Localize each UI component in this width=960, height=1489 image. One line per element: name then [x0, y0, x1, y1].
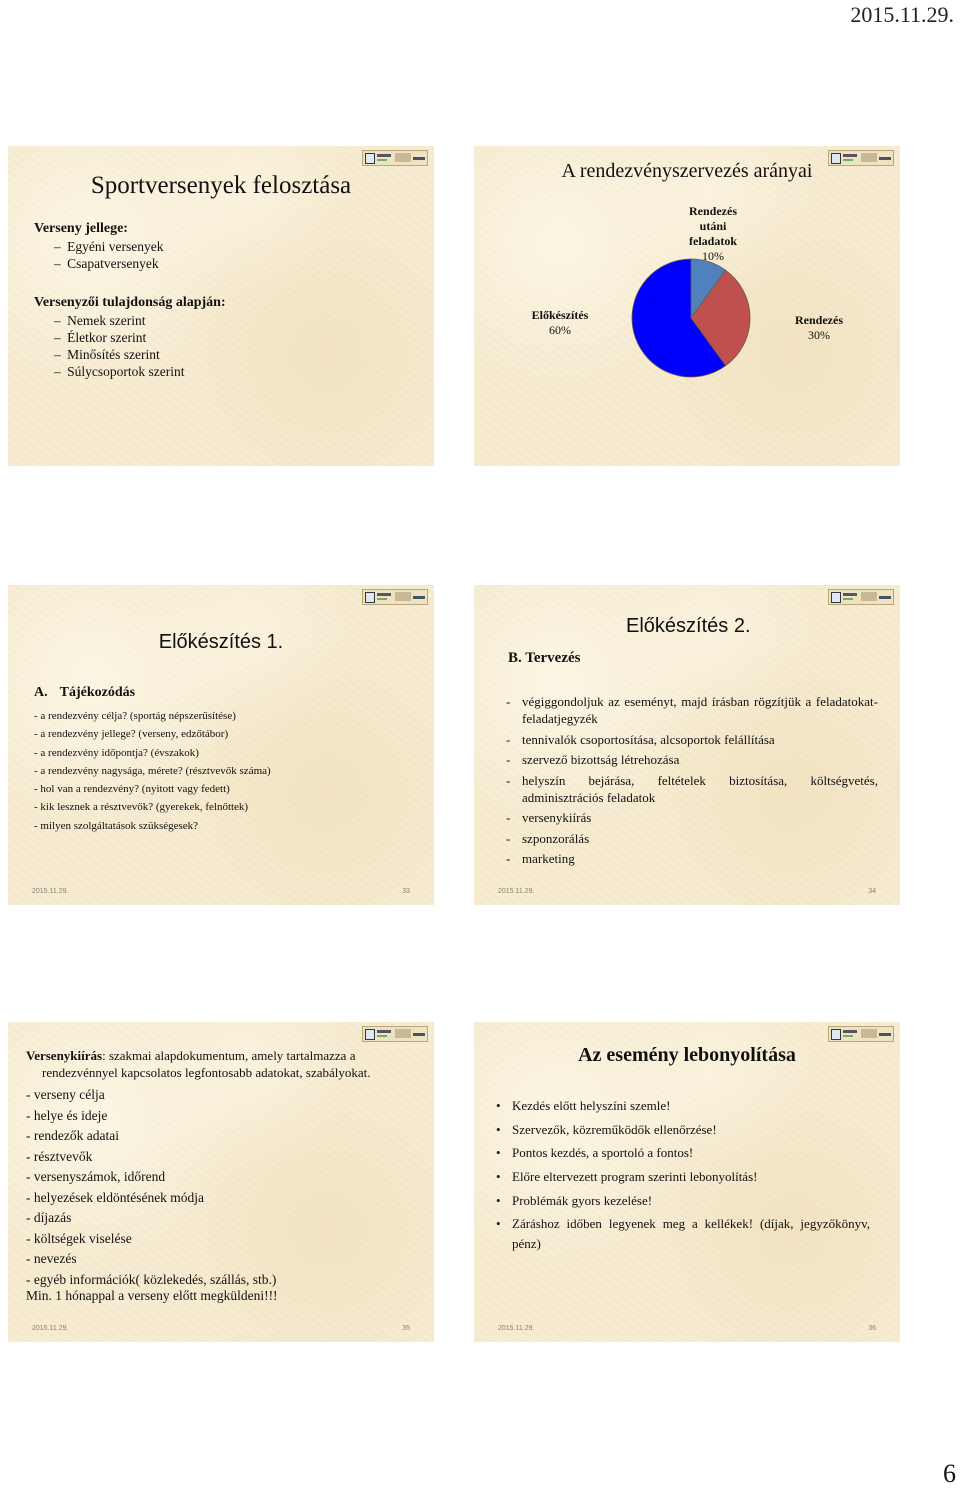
intro-line2: rendezvénnyel kapcsolatos legfontosabb adatokat, szabályokat. — [42, 1065, 371, 1080]
content-list — [26, 1085, 276, 1290]
list-item: - milyen szolgáltatások szükségesek? — [34, 819, 199, 832]
slide-lebonyolitas — [474, 1022, 900, 1342]
task-list — [506, 693, 878, 871]
list-item: • Pontos kezdés, a sportoló a fontos! — [494, 1143, 870, 1163]
pie-label-value: 60% — [549, 323, 571, 337]
page-date: 2015.11.29. — [850, 2, 954, 27]
bullet-list — [494, 1096, 870, 1258]
slide-footer-date: 2015.11.29. — [32, 888, 69, 895]
pie-label-name: utáni — [699, 219, 727, 233]
slide-title: Sportversenyek felosztása — [90, 172, 352, 199]
list-item: – Minősítés szerint — [54, 346, 185, 363]
slide-title: Az esemény lebonyolítása — [578, 1044, 796, 1066]
pie-label-name: Előkészítés — [531, 308, 589, 322]
slide-number: 34 — [868, 888, 876, 895]
list-item: - versenyszámok, időrend — [26, 1169, 166, 1184]
list-item: - helye és ideje — [26, 1107, 108, 1123]
list-item: - helyezések eldöntésének módja — [26, 1189, 205, 1205]
list-item: - verseny célja — [26, 1087, 105, 1102]
list-item: - kik lesznek a résztvevők? (gyerekek, felnőttek) — [34, 801, 249, 814]
section-heading — [34, 685, 147, 701]
pie-label-name: Rendezés — [795, 313, 843, 327]
intro-text — [26, 1047, 404, 1081]
pie-chart — [474, 146, 900, 466]
section-heading-jelleg: Verseny jellege: — [34, 221, 128, 236]
page-number: 6 — [943, 1459, 956, 1488]
list-item: - marketing — [506, 850, 878, 867]
list-item: - végiggondoljuk az eseményt, majd írásban rögzítjük a feladatokat-feladatjegyzék — [506, 693, 878, 727]
slide-number: 36 — [868, 1325, 876, 1332]
institution-logo — [828, 589, 894, 605]
intro-bold: Versenykiírás — [26, 1048, 103, 1063]
slide-title: A rendezvényszervezés arányai — [561, 160, 813, 182]
slide-title: Előkészítés 1. — [158, 631, 284, 653]
list-item: - egyéb információk( közlekedés, szállás, stb.) — [26, 1271, 277, 1287]
list-item: - tennivalók csoportosítása, alcsoportok felállítása — [506, 731, 878, 748]
heading-letter: A. — [34, 685, 48, 700]
list-item: • Szervezők, közreműködők ellenőrzése! — [494, 1120, 870, 1140]
slide-number: 35 — [402, 1325, 410, 1332]
pie-label-rendezes — [786, 313, 852, 343]
list-item: - díjazás — [26, 1210, 72, 1225]
list-item: • Kezdés előtt helyszíni szemle! — [494, 1096, 870, 1116]
pie-label-elokeszites — [524, 308, 596, 338]
list-item: - rendezők adatai — [26, 1128, 119, 1143]
list-item: – Nemek szerint — [54, 312, 185, 329]
pie-label-name: feladatok — [689, 234, 737, 248]
slide-elokeszites-2 — [474, 585, 900, 905]
list-item: - a rendezvény időpontja? (évszakok) — [34, 746, 199, 759]
pie-label-value: 10% — [702, 249, 724, 263]
pie-label-rendezes-utani — [678, 204, 748, 264]
question-list — [34, 707, 271, 835]
slide-elokeszites-1 — [8, 585, 434, 905]
slide-footer-date: 2015.11.29. — [498, 888, 535, 895]
slide-sportversenyek — [8, 146, 434, 466]
section-heading-tulajdonsag: Versenyzői tulajdonság alapján: — [34, 295, 226, 310]
list-item: – Életkor szerint — [54, 329, 185, 346]
list-item: - szervező bizottság létrehozása — [506, 751, 878, 768]
slide-footer-date: 2015.11.29. — [32, 1325, 69, 1332]
list-tulajdonsag — [54, 312, 185, 380]
list-item: – Csapatversenyek — [54, 255, 163, 272]
slide-aranyok — [474, 146, 900, 466]
list-item: - a rendezvény célja? (sportág népszerűsítése) — [34, 710, 236, 722]
pie-label-value: 30% — [808, 328, 830, 342]
institution-logo — [828, 1026, 894, 1042]
list-item: • Problémák gyors kezelése! — [494, 1191, 870, 1211]
list-item: - helyszín bejárása, feltételek biztosítása, költségvetés, adminisztrációs feladatok — [506, 772, 878, 806]
list-item: • Előre eltervezett program szerinti lebonyolítás! — [494, 1167, 870, 1187]
heading-text: Tájékozódás — [59, 685, 136, 700]
list-item: - a rendezvény jellege? (verseny, edzőtábor) — [34, 728, 229, 741]
intro-rest: : szakmai alapdokumentum, amely tartalmazza a — [102, 1048, 356, 1063]
institution-logo — [362, 589, 428, 605]
institution-logo — [362, 150, 428, 166]
list-item: – Egyéni versenyek — [54, 238, 163, 255]
list-item: - a rendezvény nagysága, mérete? (résztvevők száma) — [34, 764, 271, 777]
slide-number: 33 — [402, 888, 410, 895]
deadline-note: Min. 1 hónappal a verseny előtt megküldeni!!! — [26, 1288, 278, 1303]
slide-title: Előkészítés 2. — [626, 615, 751, 637]
list-item: - résztvevők — [26, 1148, 93, 1164]
list-item: - költségek viselése — [26, 1230, 132, 1246]
list-item: • Záráshoz időben legyenek meg a kellékek! (díjak, jegyzőkönyv, pénz) — [494, 1214, 870, 1254]
slide-versenykiiras — [8, 1022, 434, 1342]
list-item: - nevezés — [26, 1251, 77, 1266]
list-item: – Súlycsoportok szerint — [54, 363, 185, 380]
section-heading: B. Tervezés — [508, 650, 581, 666]
list-item: - versenykiírás — [506, 809, 878, 826]
list-item: - szponzorálás — [506, 830, 878, 847]
slide-footer-date: 2015.11.29. — [498, 1325, 535, 1332]
list-item: - hol van a rendezvény? (nyitott vagy fedett) — [34, 783, 230, 796]
list-jelleg — [54, 238, 163, 272]
institution-logo — [362, 1026, 428, 1042]
pie-label-name: Rendezés — [689, 204, 737, 218]
